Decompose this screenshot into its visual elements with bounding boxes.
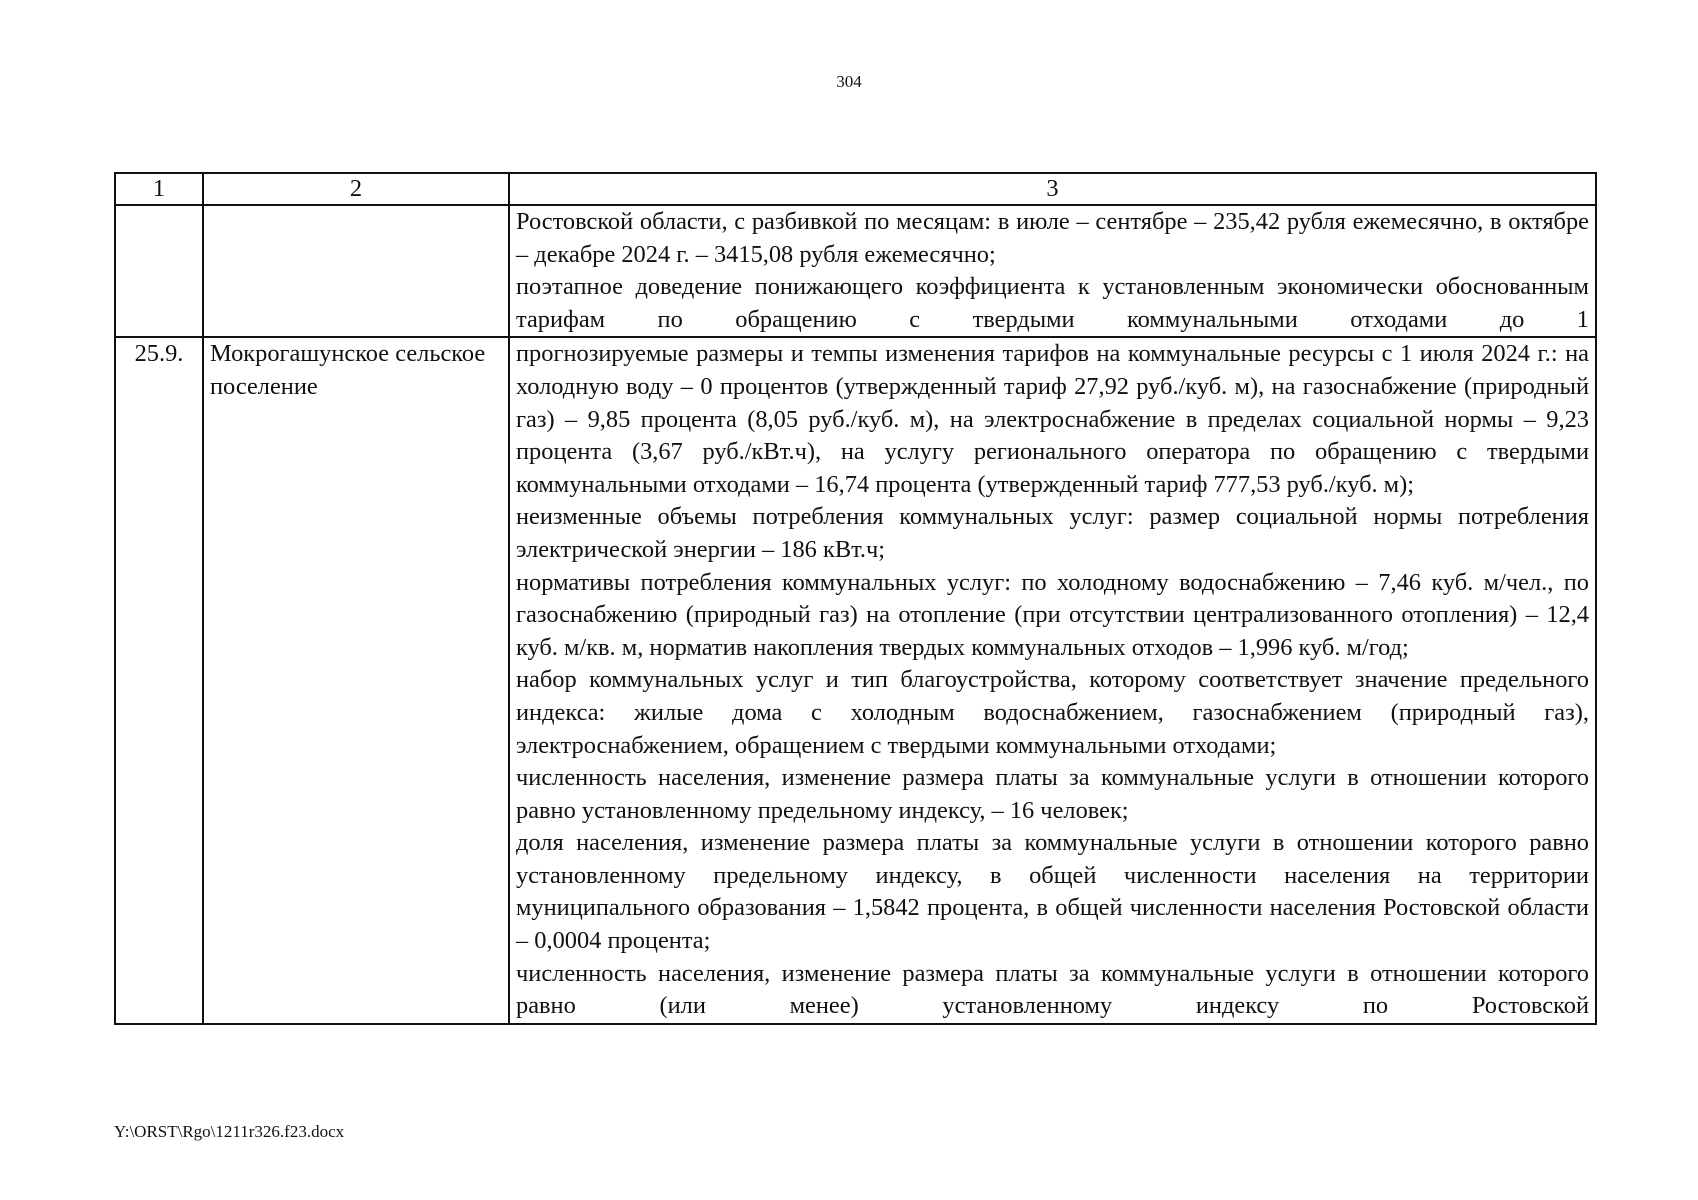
settlement-name-cell xyxy=(203,205,509,337)
description-paragraph: Ростовской области, с разбивкой по месяцам: в июле – сентябре – 235,42 рубля ежемесячно, в октябре – декабре 2024 г. – 3415,08 рубля ежемесячно; xyxy=(516,208,1589,268)
description-cell xyxy=(509,337,1596,1023)
description-paragraph: прогнозируемые размеры и темпы изменения тарифов на коммунальные ресурсы с 1 июля 2024 г.: на холодную воду – 0 процентов (утвержденный тариф 27,92 руб./куб. м), на газоснабжение (природный газ) – 9,85 процента (8,05 руб./куб. м), на электроснабжение в пределах социальной нормы – 9,23 процента (3,67 руб./кВт.ч), на услугу регионального оператора по обращению с твердыми коммунальными отходами – 16,74 процента (утвержденный тариф 777,53 руб./куб. м); xyxy=(516,340,1589,498)
description-paragraph: нормативы потребления коммунальных услуг: по холодному водоснабжению – 7,46 куб. м/чел., по газоснабжению (природный газ) на отопление (при отсутствии централизованного отопления) – 12,4 куб. м/кв. м, норматив накопления твердых коммунальных отходов – 1,996 куб. м/год; xyxy=(516,568,1589,661)
row-number-cell: 25.9. xyxy=(115,337,203,1023)
description-paragraph: набор коммунальных услуг и тип благоустройства, которому соответствует значение предельного индекса: жилые дома с холодным водоснабжением, газоснабжением (природный газ), электроснабжением, обращением с твердыми коммунальными отходами; xyxy=(516,666,1589,759)
header-cell-1: 1 xyxy=(115,173,203,205)
description-paragraph: неизменные объемы потребления коммунальных услуг: размер социальной нормы потребления электрической энергии – 186 кВт.ч; xyxy=(516,503,1589,563)
table-row-25-9 xyxy=(115,337,1596,1023)
document-table xyxy=(114,172,1597,1025)
page-number: 304 xyxy=(836,72,862,91)
description-paragraph: численность населения, изменение размера платы за коммунальные услуги в отношении которого равно (или менее) установленному индексу по Ростовской xyxy=(516,959,1589,1020)
description-paragraph: доля населения, изменение размера платы за коммунальные услуги в отношении которого равно установленному предельному индексу, в общей численности населения на территории муниципального образования – 1,5842 процента, в общей численности населения Ростовской области – 0,0004 процента; xyxy=(516,829,1589,955)
description-paragraph: численность населения, изменение размера платы за коммунальные услуги в отношении которого равно установленному предельному индексу, – 16 человек; xyxy=(516,764,1589,824)
header-cell-3: 3 xyxy=(509,173,1596,205)
footer-file-path: Y:\ORST\Rgo\1211r326.f23.docx xyxy=(114,1122,345,1141)
table-header-row xyxy=(115,173,1596,205)
description-cell xyxy=(509,205,1596,337)
row-number-cell xyxy=(115,205,203,337)
table-row-continuation xyxy=(115,205,1596,337)
header-cell-2: 2 xyxy=(203,173,509,205)
description-paragraph: поэтапное доведение понижающего коэффициента к установленным экономически обоснованным тарифам по обращению с твердыми коммунальными отходами до 1 xyxy=(516,273,1589,333)
settlement-name-cell: Мокрогашунское сельское поселение xyxy=(203,337,509,1023)
